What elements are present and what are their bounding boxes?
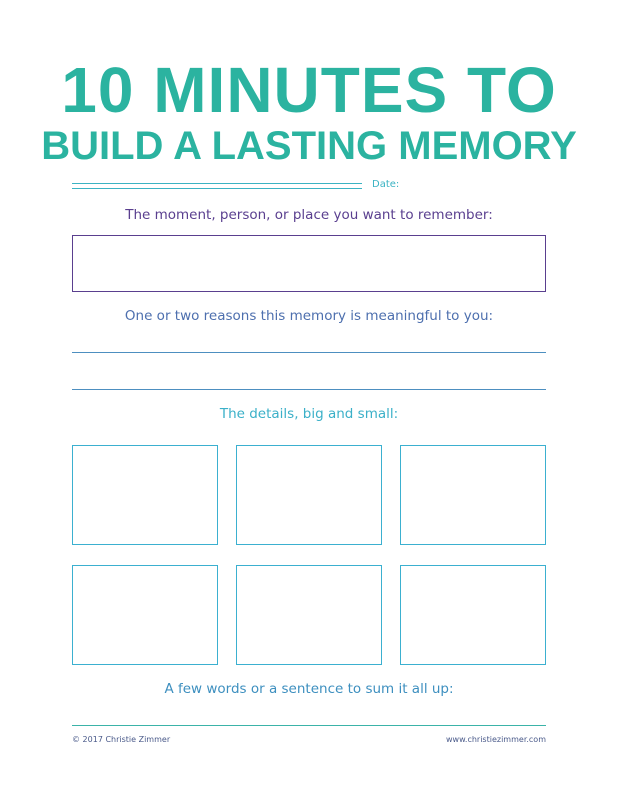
detail-box-4[interactable]	[72, 565, 218, 665]
reasons-prompt: One or two reasons this memory is meaningful to you:	[124, 308, 494, 324]
summary-prompt: A few words or a sentence to sum it all up:	[164, 681, 454, 697]
details-prompt: The details, big and small:	[219, 406, 399, 422]
website-link[interactable]: www.christiezimmer.com	[446, 735, 546, 744]
detail-box-1[interactable]	[72, 445, 218, 545]
date-rule-top	[72, 183, 362, 184]
reason-answer-line-1[interactable]	[72, 352, 546, 353]
copyright-text: © 2017 Christie Zimmer	[72, 735, 171, 744]
detail-box-5[interactable]	[236, 565, 382, 665]
detail-box-3[interactable]	[400, 445, 546, 545]
moment-prompt: The moment, person, or place you want to remember:	[125, 207, 493, 223]
worksheet-title-line-2: BUILD A LASTING MEMORY	[41, 124, 577, 168]
date-rule-bottom	[72, 188, 362, 189]
detail-box-2[interactable]	[236, 445, 382, 545]
reason-answer-line-2[interactable]	[72, 389, 546, 390]
detail-box-6[interactable]	[400, 565, 546, 665]
date-row	[72, 180, 546, 194]
date-label: Date:	[372, 179, 400, 190]
summary-answer-line[interactable]	[72, 725, 546, 726]
worksheet-title-line-1: 10 MINUTES TO	[61, 54, 557, 126]
moment-answer-box[interactable]	[72, 235, 546, 292]
